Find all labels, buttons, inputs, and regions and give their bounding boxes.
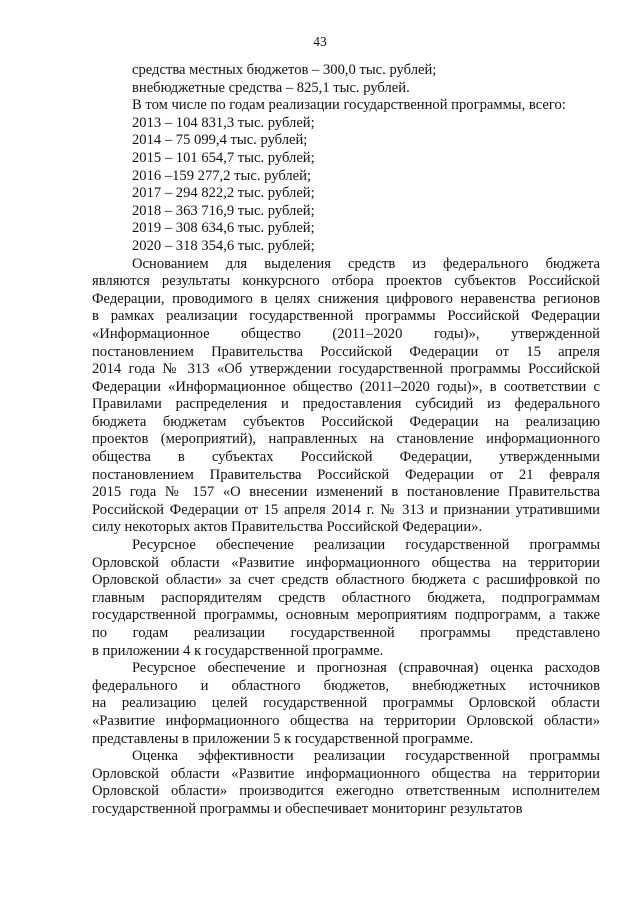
body-paragraphs [92, 256, 600, 819]
paragraph-line: «Информационное общество (2011–2020 годы)», утвержденной [92, 325, 600, 342]
paragraph [92, 660, 600, 748]
paragraph-line: представлены в приложении 5 к государственной программе. [92, 730, 474, 747]
paragraph-line: Основанием для выделения средств из федерального бюджета [132, 255, 600, 272]
paragraph-line: общества в субъектах Российской Федерации, утвержденными [92, 449, 600, 466]
paragraph-line: являются результаты конкурсного отбора проектов субъектов Российской [92, 273, 600, 290]
paragraph-line: федерального и областного бюджетов, внебюджетных источников [92, 677, 600, 694]
funding-intro: В том числе по годам реализации государственной программы, всего: [132, 97, 566, 114]
paragraph-line: Федерации, проводимого в целях снижения цифрового неравенства регионов [92, 290, 600, 307]
funding-year: 2018 – 363 716,9 тыс. рублей; [132, 202, 315, 219]
paragraph [92, 748, 600, 818]
paragraph-line: Федерации «Информационное общество (2011–2020 годы)», в соответствии с [92, 378, 600, 395]
paragraph-line: 2014 года № 313 «Об утверждении государственной программы Российской [92, 361, 600, 378]
paragraph-line: Орловской области «Развитие информационного общества на территории [92, 765, 600, 782]
funding-year: 2015 – 101 654,7 тыс. рублей; [132, 149, 315, 166]
paragraph-line: Орловской области» за счет средств областного бюджета с расшифровкой по [92, 572, 600, 589]
page-body [92, 62, 600, 819]
paragraph-line: проектов (мероприятий), направленных на становление информационного [92, 431, 600, 448]
paragraph-line: государственной программы и обеспечивает мониторинг результатов [92, 800, 523, 817]
paragraph-line: государственной программы, основным мероприятиям подпрограмм, а также [92, 607, 600, 624]
paragraph [92, 537, 600, 660]
page-number: 43 [313, 34, 327, 49]
paragraph-line: Орловской области «Развитие информационного общества на территории [92, 554, 600, 571]
funding-local: средства местных бюджетов – 300,0 тыс. рублей; [132, 62, 437, 78]
funding-years-list [92, 115, 600, 256]
paragraph-line: постановлением Правительства Российской Федерации от 21 февраля [92, 466, 600, 483]
funding-year: 2013 – 104 831,3 тыс. рублей; [132, 114, 315, 131]
paragraph-line: Оценка эффективности реализации государственной программы [132, 748, 600, 765]
paragraph-line: «Развитие информационного общества на территории Орловской области» [92, 712, 600, 729]
paragraph-line: бюджета бюджетам субъектов Российской Федерации на реализацию [92, 413, 600, 430]
funding-year: 2017 – 294 822,2 тыс. рублей; [132, 185, 315, 202]
paragraph-line: Ресурсное обеспечение и прогнозная (справочная) оценка расходов [132, 660, 600, 677]
paragraph-line: 2015 года № 157 «О внесении изменений в постановление Правительства [92, 484, 600, 501]
paragraph-line: главным распорядителям средств областного бюджета, подпрограммам [92, 589, 600, 606]
paragraph-line: постановлением Правительства Российской Федерации от 15 апреля [92, 343, 600, 360]
funding-year: 2019 – 308 634,6 тыс. рублей; [132, 220, 315, 237]
funding-year: 2020 – 318 354,6 тыс. рублей; [132, 237, 315, 254]
paragraph-line: силу некоторых актов Правительства Российской Федерации». [92, 519, 483, 536]
paragraph-line: в рамках реализации государственной программы Российской Федерации [92, 308, 600, 325]
paragraph-line: Правилами распределения и предоставления субсидий из федерального [92, 396, 600, 413]
paragraph-line: на реализацию целей государственной программы Орловской области [92, 695, 600, 712]
paragraph [92, 256, 600, 538]
funding-year: 2016 –159 277,2 тыс. рублей; [132, 167, 312, 184]
funding-year: 2014 – 75 099,4 тыс. рублей; [132, 132, 308, 149]
funding-extra: внебюджетные средства – 825,1 тыс. рублей. [132, 79, 410, 96]
paragraph-line: по годам реализации государственной программы представлено [92, 625, 600, 641]
paragraph-line: в приложении 4 к государственной программе. [92, 642, 384, 659]
paragraph-line: Российской Федерации от 15 апреля 2014 г. № 313 и признании утратившими [92, 501, 600, 518]
paragraph-line: Орловской области» производится ежегодно ответственным исполнителем [92, 783, 600, 800]
paragraph-line: Ресурсное обеспечение реализации государственной программы [132, 537, 600, 554]
